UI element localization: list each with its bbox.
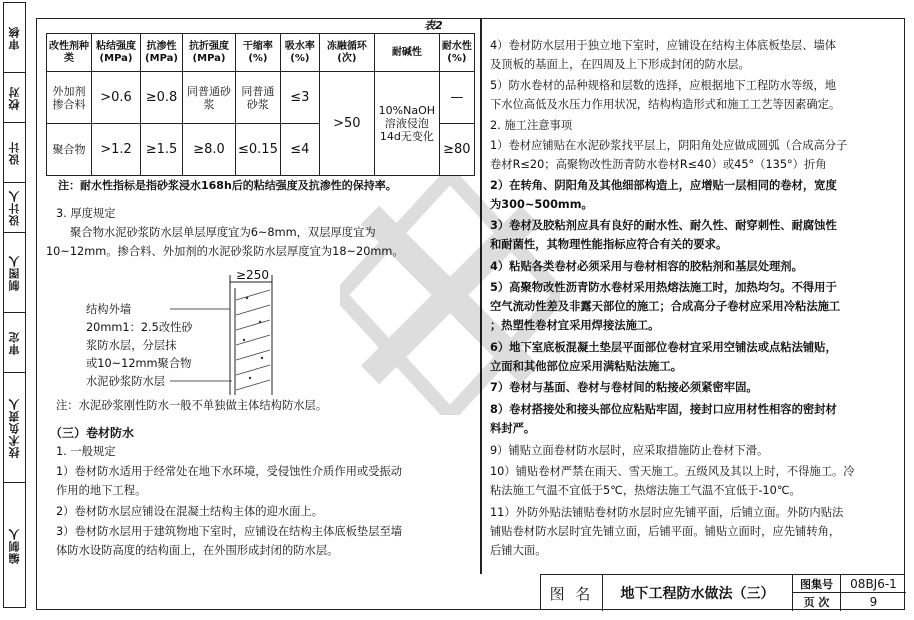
paragraph-line: 1）卷材防水适用于经常处在地下水环境，受侵蚀性介质作用或受振动 [56,465,403,478]
paragraph-line: 铺贴卷材防水层时宜先铺立面，后铺平面。铺贴立面时，应先铺转角， [490,525,841,538]
paragraph-line: 9）铺贴立面卷材防水层时，应采取措施防止卷材下滑。 [490,444,769,457]
section-title: （三）卷材防水 [50,426,135,440]
title-block [540,574,905,610]
dimension-label: ≥250 [236,268,269,282]
section-heading: 3. 厚度规定 [56,207,116,220]
drawing-title: 地下工程防水做法（三） [603,575,793,611]
signature-strip [3,2,26,608]
callout-line: 或10~12mm聚合物 [86,357,192,370]
title-label: 图 名 [541,575,603,611]
subsection-title: 1. 一般规定 [56,445,116,458]
strip-cell: 制图人 [4,233,25,313]
column-divider [480,18,482,574]
callout-line: 20mm1：2.5改性砂 [86,321,193,334]
header-cell: 耐水性(%) [439,34,474,72]
strip-cell: 校对 [4,73,25,123]
header-cell: 抗折强度(MPa) [183,34,236,72]
table-number: 表2 [424,19,443,32]
paragraph-line: 和耐菌性，其物理性能指标应符合有关的要求。 [490,238,728,251]
strip-cell: 技术负责人 [4,373,25,483]
paragraph-line: 料封严。 [490,422,536,435]
paragraph-line: 7）卷材与基面、卷材与卷材间的粘接必须紧密牢固。 [490,381,758,394]
table-cell: ≥80 [439,124,474,176]
strip-cell: 审核 [4,3,25,73]
header-cell: 粘结强度(MPa) [92,34,141,72]
header-cell: 耐碱性 [374,34,439,72]
paragraph-line: 5）高聚物改性沥青防水卷材采用热熔法施工时，加热均匀。不得用于 [490,281,837,294]
table-cell: ≤3 [280,72,319,124]
strip-cell: 审定 [4,313,25,373]
paragraph-line: 体防水设防高度的结构面上，在外围形成封闭的防水层。 [56,544,339,557]
diagram-note: 注：水泥砂浆刚性防水一般不单独做主体结构防水层。 [56,399,328,412]
table-cell: 同普通砂浆 [236,72,281,124]
table-cell: 聚合物 [47,124,92,176]
paragraph-line: 立面和其他部位应采用满粘贴法施工。 [490,360,683,373]
paragraph-line: 为300~500mm。 [490,198,593,211]
paragraph-line: 2）卷材防水层应铺设在混凝土结构主体的迎水面上。 [56,505,324,518]
paragraph-line: 及顶板的基面上，在四周及上下形成封闭的防水层。 [490,58,750,71]
paragraph-line: 10）铺贴卷材严禁在雨天、雪天施工。五级风及其以上时，不得施工。冷 [490,465,855,478]
header-cell: 改性剂种类 [47,34,92,72]
paragraph-line: 4）粘贴各类卷材必须采用与卷材相容的胶粘剂和基层处理剂。 [490,260,803,273]
strip-cell: 编制人 [7,528,21,564]
paragraph-line: 2）在转角、阴阳角及其他细部构造上，应增贴一层相同的卷材，宽度 [490,179,837,192]
subsection-title: 2. 施工注意事项 [490,119,573,132]
paragraph-line: 11）外防外贴法铺贴卷材防水层时应先铺平面，后铺立面。外防内贴法 [490,506,844,519]
table-cell: ≥1.5 [141,124,183,176]
page-number: 9 [869,595,878,609]
table-cell: ≤0.15 [236,124,281,176]
table-row [47,72,475,124]
page-label: 页 次 [793,593,841,611]
table-header-row [47,34,475,72]
paragraph-line: 下水位高低及水压力作用状况，结构构造形式和施工工艺等因素确定。 [490,98,841,111]
table-cell: 10%NaOH溶液侵泡14d无变化 [374,72,439,176]
callout-line: 结构外墙 [86,303,132,316]
paragraph-line: 3）卷材防水层用于建筑物地下室时，应铺设在结构主体底板垫层至墙 [56,525,403,538]
table-cell: >1.2 [92,124,141,176]
paragraph-line: 卷材R≤20；高聚物改性沥青防水卷材R≤40）或45°（135°）折角 [490,158,827,171]
paragraph-line: 作用的地下工程。 [56,484,147,497]
callout-line: 浆防水层，分层抹 [86,339,177,352]
set-number-value: 08BJ6-1 [841,575,906,593]
paragraph-line: 粘法施工气温不宜低于5℃，热熔法施工气温不宜低于-10℃。 [490,484,801,497]
table-cell: ≥0.8 [141,72,183,124]
properties-table [46,33,475,176]
strip-cell: 设计人 [4,183,25,233]
header-cell: 吸水率(%) [280,34,319,72]
table-cell: 外加剂掺合料 [47,72,92,124]
table-cell: ≥8.0 [183,124,236,176]
header-cell: 干缩率(%) [236,34,281,72]
strip-cell: 设计 [4,123,25,183]
paragraph-line: 后铺大面。 [490,544,547,557]
table-cell: ≤4 [280,124,319,176]
paragraph-line: 空气流动性差及非露天部位的施工；合成高分子卷材应采用冷粘法施工 [490,300,841,313]
table-cell: >50 [319,72,374,176]
table-note: 注：耐水性指标是指砂浆浸水168h后的粘结强度及抗渗性的保持率。 [58,179,397,192]
table-cell: >0.6 [92,72,141,124]
table-cell: — [439,72,474,124]
paragraph-line: 4）卷材防水层用于独立地下室时，应铺设在结构主体底板垫层、墙体 [490,39,837,52]
paragraph-line: 1）卷材应铺贴在水泥砂浆找平层上，阴阳角处应做成圆弧（合成高分子 [490,139,848,152]
table-cell: 同普通砂浆 [183,72,236,124]
set-number-label: 图集号 [793,575,841,593]
paragraph-line: 3）卷材及胶粘剂应具有良好的耐水性、耐久性、耐穿刺性、耐腐蚀性 [490,219,837,232]
paragraph-line: 聚合物水泥砂浆防水层单层厚度宜为6~8mm，双层厚度宜为 [70,226,376,239]
leader-lines [170,306,240,386]
paragraph-line: 8）卷材搭接处和接头部位应粘贴牢固，接封口应用材性相容的密封材 [490,403,837,416]
paragraph-line: 10~12mm。掺合料、外加剂的水泥砂浆防水层厚度宜为18~20mm。 [46,245,404,258]
header-cell: 冻融循环(次) [319,34,374,72]
callout-line: 水泥砂浆防水层 [86,375,166,388]
header-cell: 抗渗性(MPa) [141,34,183,72]
paragraph-line: 5）防水卷材的品种规格和层数的选择，应根据地下工程防水等级，地 [490,79,837,92]
paragraph-line: 6）地下室底板混凝土垫层平面部位卷材宜采用空铺法或点粘法铺贴， [490,341,837,354]
paragraph-line: ；热塑性卷材宜采用焊接法施工。 [490,319,660,332]
